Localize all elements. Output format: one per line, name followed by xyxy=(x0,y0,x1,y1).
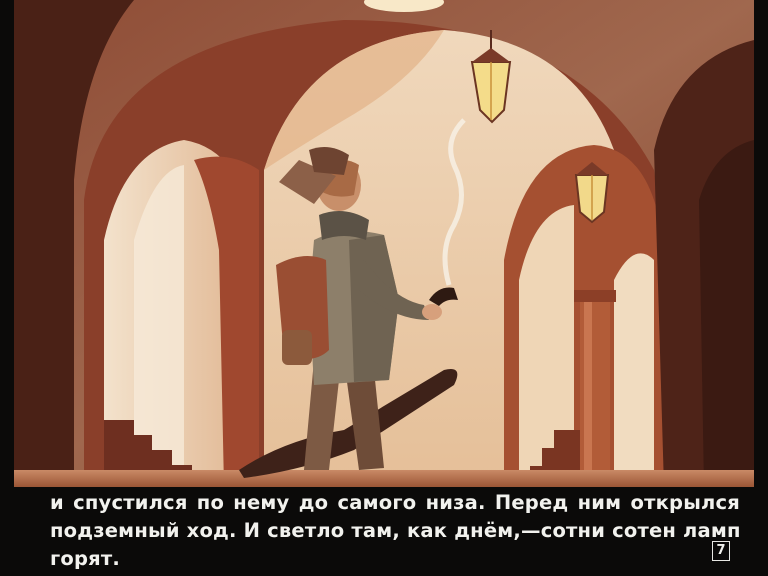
illustration-svg xyxy=(14,0,754,487)
right-column xyxy=(574,290,616,487)
caption-line: горят. xyxy=(50,547,120,570)
illustration-underground-arcade xyxy=(14,0,754,487)
floor xyxy=(14,470,754,487)
caption-line: и спустился по нему до самого низа. Перед ним открылся xyxy=(50,491,740,514)
caption-line: подземный ход. И светло там, как днём,—сотни сотен ламп xyxy=(50,519,741,542)
frame-number-badge: 7 xyxy=(712,541,730,561)
caption-text xyxy=(50,489,740,573)
